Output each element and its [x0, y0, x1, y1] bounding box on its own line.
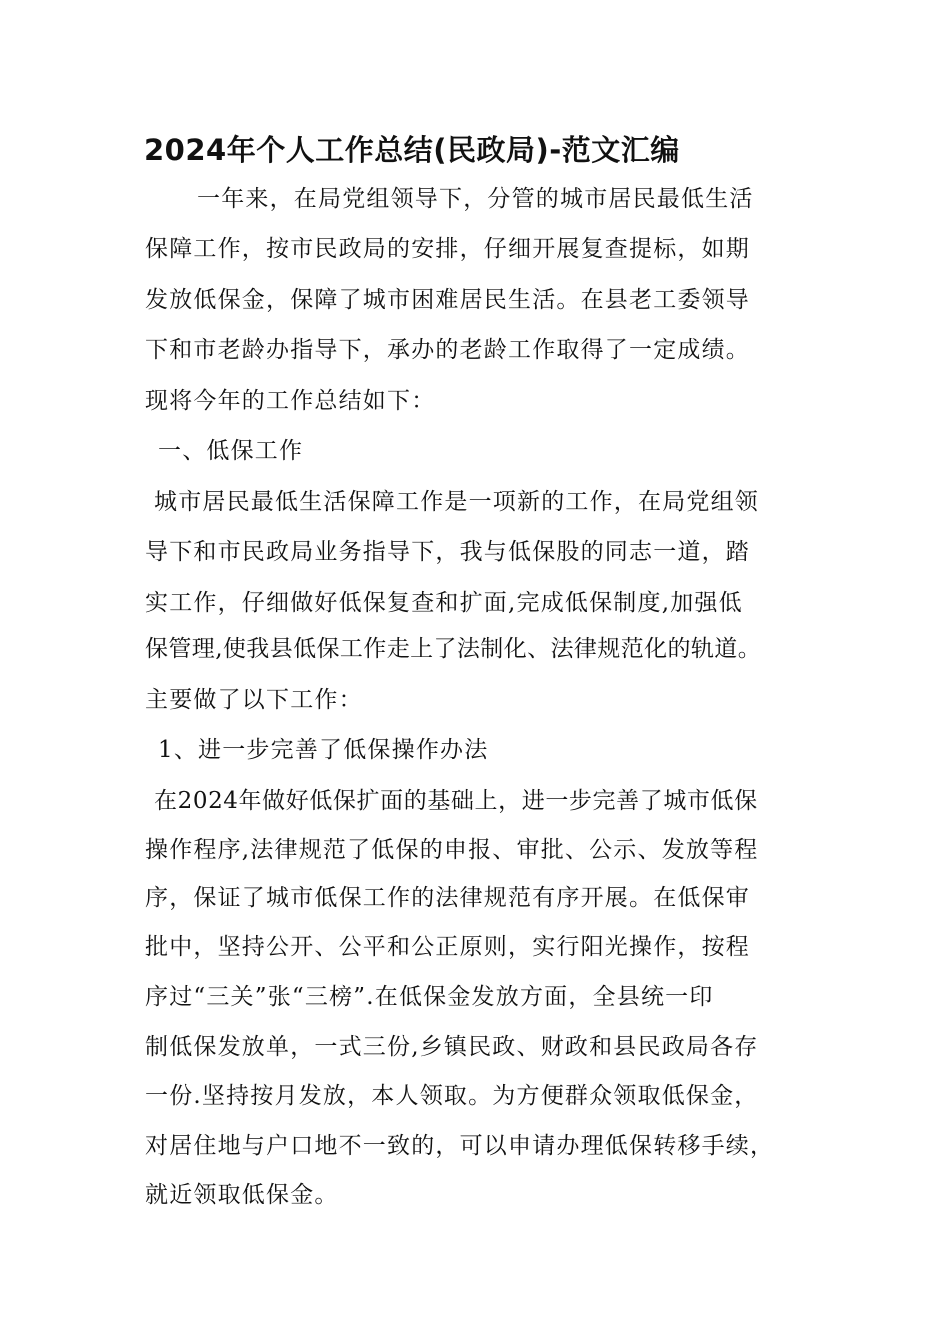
body-line: 城市居民最低生活保障工作是一项新的工作，在局党组领	[154, 489, 759, 515]
body-line: 序过“三关”张“三榜”.在低保金发放方面，全县统一印	[145, 984, 714, 1010]
body-line: 现将今年的工作总结如下：	[145, 388, 436, 414]
body-line: 保管理,使我县低保工作走上了法制化、法律规范化的轨道。	[145, 636, 762, 662]
body-line: 在2024年做好低保扩面的基础上，进一步完善了城市低保	[154, 788, 758, 814]
body-line: 发放低保金，保障了城市困难居民生活。在县老工委领导	[145, 287, 750, 313]
body-line: 就近领取低保金。	[145, 1182, 339, 1208]
body-line: 主要做了以下工作：	[145, 687, 363, 713]
document-title: 2024年个人工作总结(民政局)-范文汇编	[144, 133, 680, 167]
body-line: 保障工作，按市民政局的安排，仔细开展复查提标，如期	[145, 236, 750, 262]
body-line: 批中，坚持公开、公平和公正原则，实行阳光操作，按程	[145, 934, 750, 960]
body-line: 实工作，仔细做好低保复查和扩面,完成低保制度,加强低	[145, 590, 743, 616]
body-line: 一份.坚持按月发放，本人领取。为方便群众领取低保金，	[145, 1083, 759, 1109]
subsection-heading: 1、进一步完善了低保操作办法	[158, 737, 489, 763]
body-line: 制低保发放单，一式三份,乡镇民政、财政和县民政局各存	[145, 1034, 759, 1060]
section-heading: 一、低保工作	[158, 438, 304, 464]
body-line: 序，保证了城市低保工作的法律规范有序开展。在低保审	[145, 885, 750, 911]
body-line: 对居住地与户口地不一致的，可以申请办理低保转移手续，	[145, 1133, 775, 1159]
body-line: 一年来，在局党组领导下，分管的城市居民最低生活	[197, 186, 754, 212]
body-line: 操作程序,法律规范了低保的申报、审批、公示、发放等程	[145, 837, 759, 863]
body-line: 下和市老龄办指导下，承办的老龄工作取得了一定成绩。	[145, 337, 750, 363]
body-line: 导下和市民政局业务指导下，我与低保股的同志一道，踏	[145, 539, 750, 565]
